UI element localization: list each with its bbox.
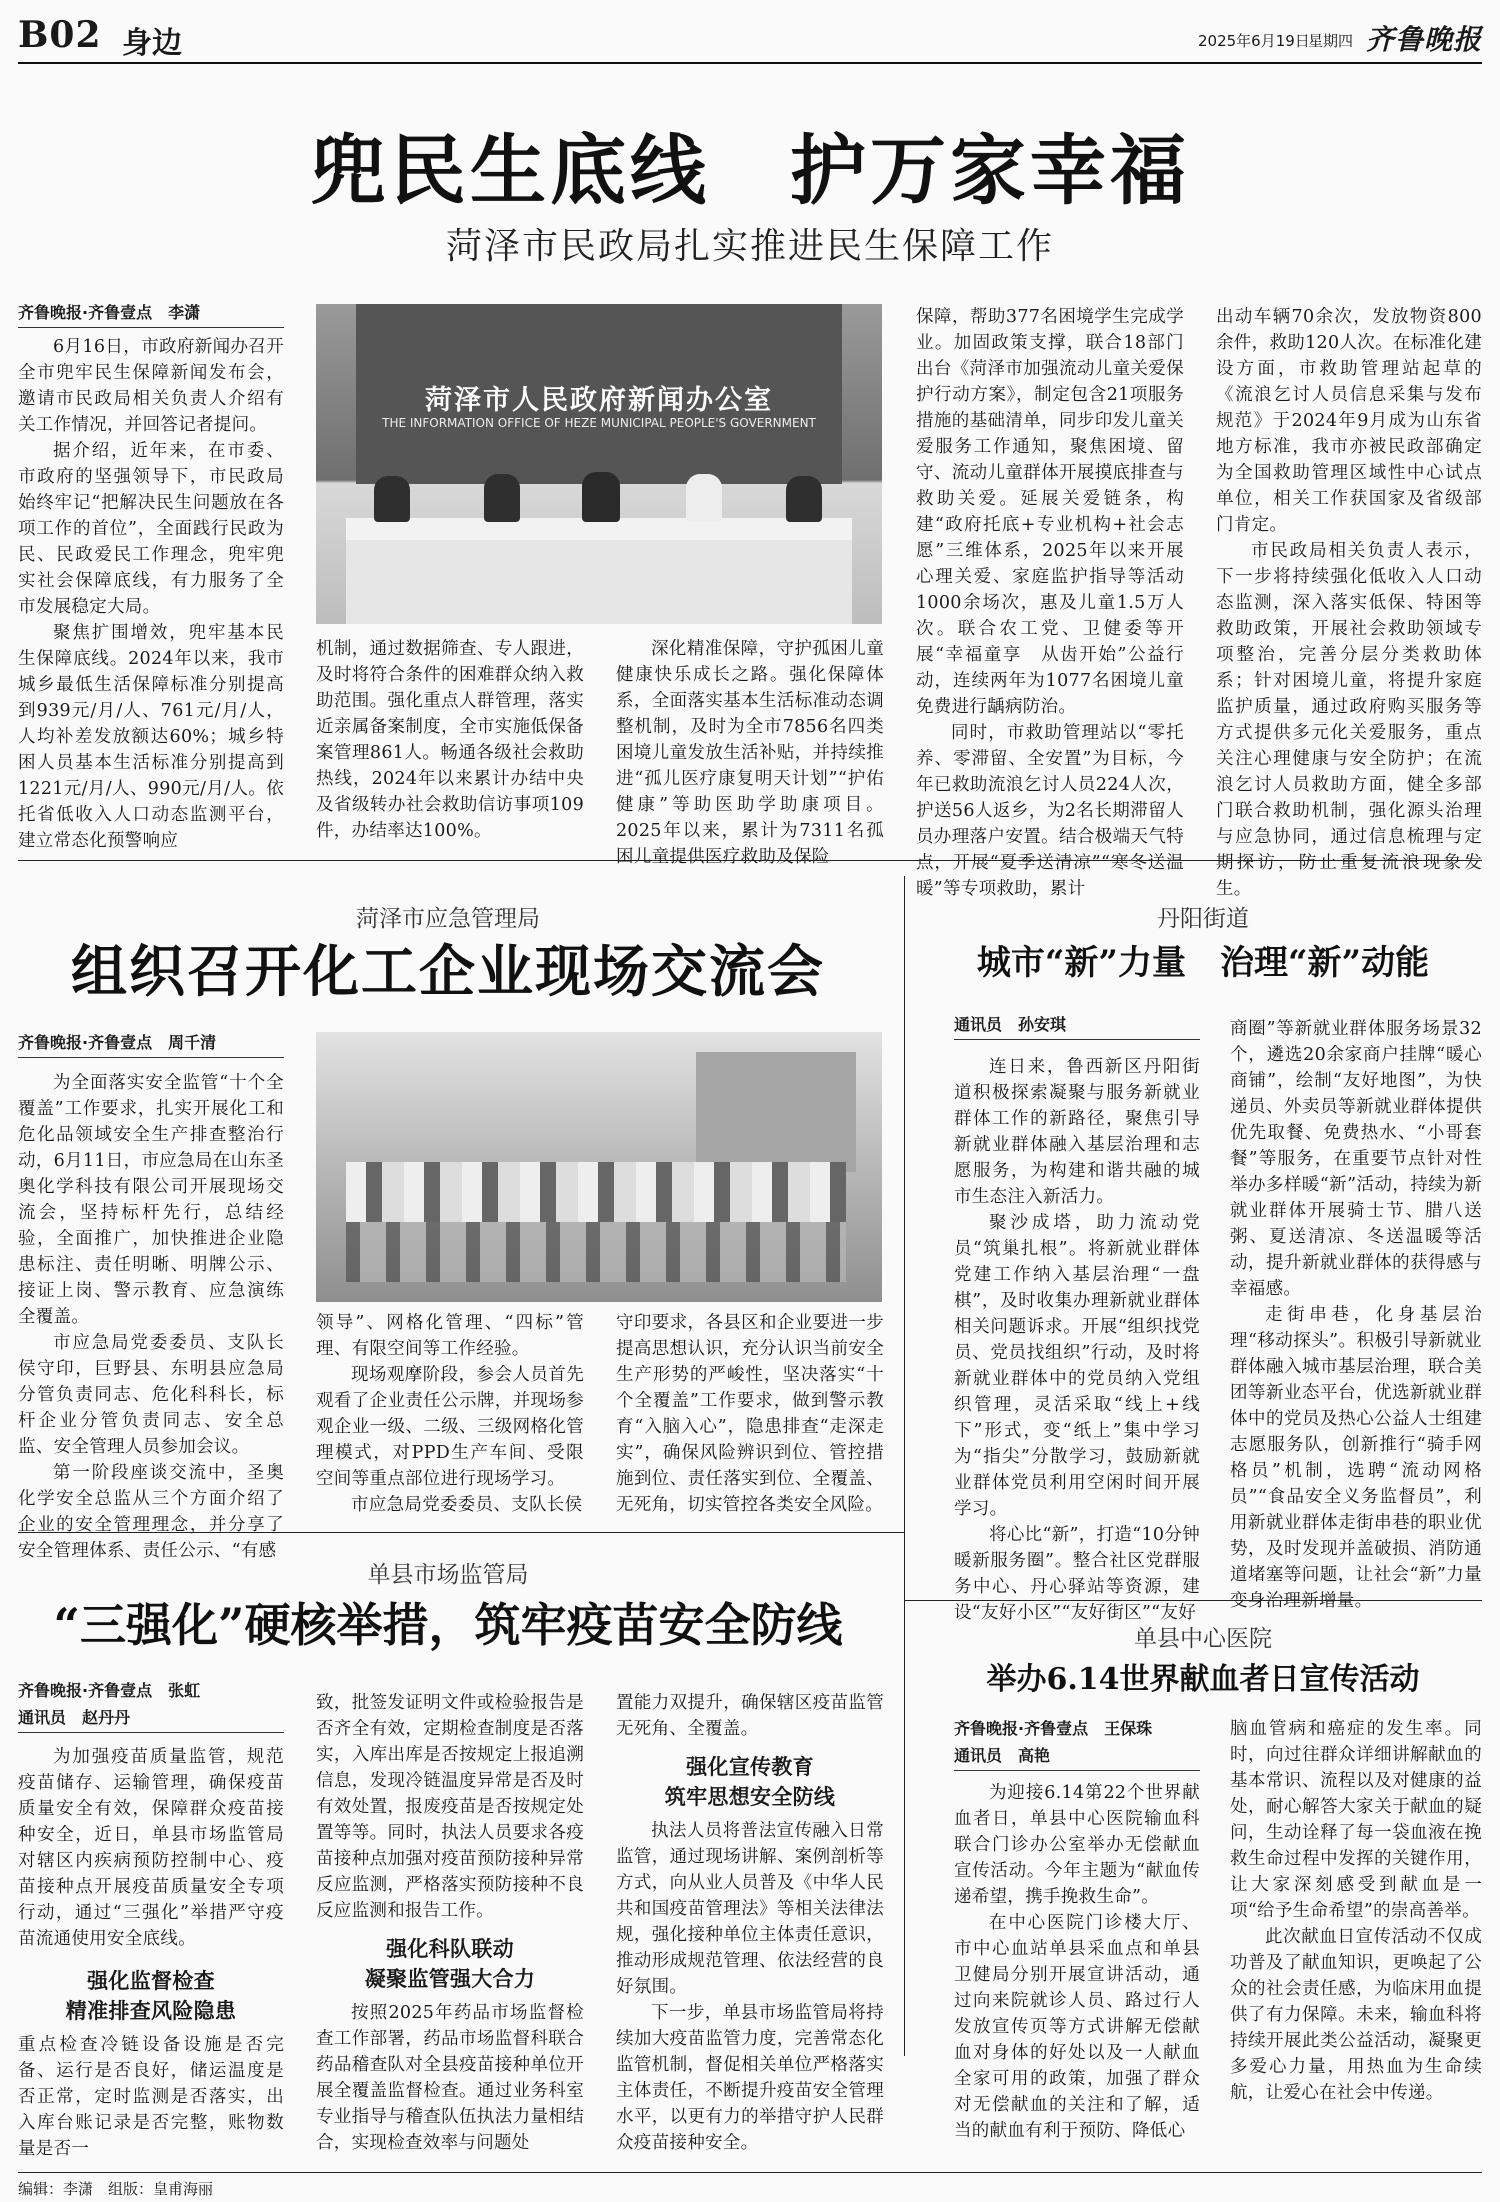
paragraph: 置能力双提升，确保辖区疫苗监管无死角、全覆盖。 xyxy=(616,1693,884,1739)
section-name: 身边 xyxy=(122,26,182,61)
vaccine-kicker: 单县市场监管局 xyxy=(367,1562,529,1588)
main-col-3 xyxy=(616,636,884,867)
vaccine-byline xyxy=(18,1678,284,1737)
paragraph: 领导”、网格化管理、“四标”管理、有限空间等工作经验。 xyxy=(316,1313,584,1359)
paper-logo: 齐鲁晚报 xyxy=(1366,23,1483,56)
byline-text: 通讯员 孙安琪 xyxy=(954,1012,1200,1040)
paragraph: 在中心医院门诊楼大厅、市中心血站单县采血点和单县卫健局分别开展宣讲活动，通过向来院就诊人员、路过行人发放宣传页等方式讲解无偿献血对身体的好处以及一人献血全家可用的政策，加强了群众对无偿献血的关注和了解，适当的献血有利于预防、降低心 xyxy=(954,1913,1200,2141)
paragraph: 深化精准保障，守护孤困儿童健康快乐成长之路。强化保障体系，全面落实基本生活标准动态调整机制，及时为全市7856名四类困境儿童发放生活补贴，并持续推进“孤儿医疗康复明天计划”“护佑健康”等助医助学助康项目。2025年以来，累计为7311名孤困儿童提供医疗救助及保险 xyxy=(616,639,884,867)
paragraph: 为全面落实安全监管“十个全覆盖”工作要求，扎实开展化工和危化品领域安全生产排查整治行动，6月11日，市应急局在山东圣奥化学科技有限公司开展现场交流会，坚持标杆先行，总结经验，全面推广，加快推进企业隐患标注、责任明晰、明牌公示、接证上岗、警示教育、应急演练全覆盖。 xyxy=(18,1073,284,1327)
footer-rule xyxy=(18,2172,1482,2173)
subheading: 精准排查风险隐患 xyxy=(65,1998,237,2023)
main-col-1 xyxy=(18,334,284,851)
issue-weekday: 星期四 xyxy=(1308,32,1354,50)
blood-col-1 xyxy=(954,1780,1200,2166)
header-rule xyxy=(18,62,1482,64)
chem-col-3: 守印要求，各县区和企业要进一步提高思想认识，充分认识当前安全生产形势的严峻性，坚决落实“十个全覆盖”工作要求，做到警示教育“入脑入心”，隐患排查“走深走实”，确保风险辨识到位、管控措施到位、责任落实到位、全覆盖、无死角，切实管控各类安全风险。 xyxy=(616,1313,884,1515)
subheading: 凝聚监管强大合力 xyxy=(364,1966,536,1991)
chem-col-2 xyxy=(316,1310,584,1515)
paragraph: 6月16日，市政府新闻办召开全市兜牢民生保障新闻发布会，邀请市民政局相关负责人介绍有关工作情况，并回答记者提问。 xyxy=(18,337,284,435)
byline-text: 齐鲁晚报·齐鲁壹点 张虹 xyxy=(18,1681,201,1700)
byline-text: 通讯员 高艳 xyxy=(954,1743,1200,1771)
main-headline: 兜民生底线 护万家幸福 xyxy=(310,126,1190,215)
vaccine-col-2 xyxy=(316,1690,584,2164)
subheading: 强化宣传教育 xyxy=(686,1754,814,1779)
paragraph: 保障，帮助377名困境学生完成学业。加固政策支撑，联合18部门出台《菏泽市加强流动儿童关爱保护行动方案》，制定包含21项服务措施的基础清单，同步印发儿童关爱服务工作通知，聚焦困境、留守、流动儿童群体开展摸底排查与救助关爱。延展关爱链条，构建“政府托底+专业机构+社会志愿”三维体系，2025年以来开展心理关爱、家庭监护指导等活动1000余场次，惠及儿童1.5万人次。联合农工党、卫健委等开展“幸福童享 从齿开始”公益行动，连续两年为1077名困境儿童免费进行龋病防治。 xyxy=(916,307,1184,717)
paragraph: 脑血管病和癌症的发生率。同时，向过往群众详细讲解献血的基本常识、流程以及对健康的益处，耐心解答大家关于献血的疑问，生动诠释了每一袋血液在挽救生命过程中发挥的关键作用，让大家深刻感受到献血是一项“给予生命希望”的崇高善举。 xyxy=(1230,1719,1482,1921)
danyang-kicker: 丹阳街道 xyxy=(1157,906,1249,932)
main-col-2: 机制，通过数据筛查、专人跟进，及时将符合条件的困难群众纳入救助范围。强化重点人群管理，落实近亲属备案制度，全市实施低保备案管理861人。畅通各级社会救助热线，2024年以来累计办结中央及省级转办社会救助信访事项109件，办结率达100%。 xyxy=(316,639,584,841)
section-rule xyxy=(904,1600,1482,1601)
subheading: 筑牢思想安全防线 xyxy=(664,1784,836,1809)
byline-text: 齐鲁晚报·齐鲁壹点 周千清 xyxy=(18,1030,284,1058)
blood-kicker: 单县中心医院 xyxy=(1134,1626,1272,1652)
site-visit-photo xyxy=(316,1032,882,1302)
subheading: 强化监督检查 xyxy=(87,1968,215,1993)
editor-credit: 编辑：李潇 组版：皇甫海丽 xyxy=(18,2180,214,2198)
issue-date: 2025年6月19日 xyxy=(1198,32,1310,50)
main-subheadline: 菏泽市民政局扎实推进民生保障工作 xyxy=(445,226,1054,267)
paragraph: 市应急局党委委员、支队长侯 xyxy=(351,1495,583,1515)
paragraph: 同时，市救助管理站以“零托养、零滞留、全安置”为目标，今年已救助流浪乞讨人员224人次，护送56人返乡，为2名长期滞留人员办理落户安置。结合极端天气特点，开展“夏季送清凉”“寒冬送温暖”等专项救助，累计 xyxy=(916,723,1184,899)
blood-headline: 举办6.14世界献血者日宣传活动 xyxy=(986,1662,1420,1697)
paragraph: 市应急局党委委员、支队长侯守印，巨野县、东明县应急局分管负责同志、危化科科长，标杆企业分管负责同志、安全总监、安全管理人员参加会议。 xyxy=(18,1333,284,1457)
danyang-col-2 xyxy=(1230,1016,1482,1611)
chem-col-1 xyxy=(18,1070,284,1561)
section-rule xyxy=(18,1532,904,1533)
paragraph: 此次献血日宣传活动不仅成功普及了献血知识，更唤起了公众的社会责任感，为临床用血提供了有力保障。未来，输血科将持续开展此类公益活动，凝聚更多爱心力量，用热血为生命续航，让爱心在社会中传递。 xyxy=(1230,1927,1482,2103)
danyang-headline: 城市“新”力量 治理“新”动能 xyxy=(976,943,1430,983)
vaccine-headline: “三强化”硬核举措，筑牢疫苗安全防线 xyxy=(53,1598,843,1652)
subheading: 强化科队联动 xyxy=(386,1936,514,1961)
vaccine-col-3 xyxy=(616,1690,884,2164)
main-byline xyxy=(18,300,284,332)
section-code: B02 xyxy=(18,14,102,56)
danyang-byline xyxy=(954,1012,1200,1044)
page-header xyxy=(18,14,1483,61)
paragraph: 将心比“新”，打造“10分钟暖新服务圈”。整合社区党群服务中心、丹心驿站等资源，建设“友好小区”“友好街区”“友好 xyxy=(954,1525,1200,1623)
paragraph: 为迎接6.14第22个世界献血者日，单县中心医院输血科联合门诊办公室举办无偿献血宣传活动。今年主题为“献血传递希望，携手挽救生命”。 xyxy=(954,1783,1200,1907)
main-col-4 xyxy=(916,304,1184,899)
vaccine-col-1 xyxy=(18,1744,284,2164)
paragraph: 为加强疫苗质量监管，规范疫苗储存、运输管理，确保疫苗质量安全有效，保障群众疫苗接种安全，近日，单县市场监管局对辖区内疾病预防控制中心、疫苗接种点开展疫苗质量安全专项行动，通过“三强化”举措严守疫苗流通使用安全底线。 xyxy=(18,1747,284,1949)
paragraph: 市民政局相关负责人表示，下一步将持续强化低收入人口动态监测，深入落实低保、特困等救助政策，开展社会救助领域专项整治，完善分层分类救助体系；针对困境儿童，将提升家庭监护质量，通过政府购买服务等方式提供多元化关爱服务，重点关注心理健康与安全防护；在流浪乞讨人员救助方面，健全多部门联合救助机制，强化源头治理与应急协同，通过信息梳理与定期探访，防止重复流浪现象发生。 xyxy=(1216,541,1482,899)
paragraph: 第一阶段座谈交流中，圣奥化学安全总监从三个方面介绍了企业的安全管理理念，并分享了安全管理体系、责任公示、“有感 xyxy=(18,1463,284,1561)
main-col-5 xyxy=(1216,304,1482,899)
paragraph: 聚焦扩围增效，兜牢基本民生保障底线。2024年以来，我市城乡最低生活保障标准分别提高到939元/月/人、761元/月/人，人均补差发放额达60%；城乡特困人员基本生活标准分别提高到1221元/月/人、990元/月/人。依托省低收入人口动态监测平台，建立常态化预警响应 xyxy=(18,623,284,851)
chem-headline: 组织召开化工企业现场交流会 xyxy=(71,939,825,1005)
chem-kicker: 菏泽市应急管理局 xyxy=(356,906,540,932)
paragraph: 走街串巷，化身基层治理“移动探头”。积极引导新就业群体融入城市基层治理，联合美团等新业态平台，优选新就业群体中的党员及热心公益人士组建志愿服务队，创新推行“骑手网格员”机制，选聘“流动网格员”“食品安全义务监督员”，利用新就业群体走街串巷的职业优势，及时发现并盖破损、消防通道堵塞等问题，让社会“新”力量变身治理新增量。 xyxy=(1230,1305,1482,1611)
backdrop-title: 菏泽市人民政府新闻办公室 xyxy=(425,385,773,416)
byline-text: 齐鲁晚报·齐鲁壹点 王保珠 xyxy=(954,1719,1153,1738)
paragraph: 聚沙成塔，助力流动党员“筑巢扎根”。将新就业群体党建工作纳入基层治理“一盘棋”，及时收集办理新就业群体相关问题诉求。开展“组织找党员、党员找组织”行动，及时将新就业群体中的党员纳入党组织管理，灵活采取“线上+线下”形式，变“纸上”集中学习为“指尖”分散学习，鼓励新就业群体党员利用空闲时间开展学习。 xyxy=(954,1213,1200,1519)
section-rule xyxy=(18,860,1482,861)
column-rule xyxy=(904,876,905,2056)
paragraph: 连日来，鲁西新区丹阳街道积极探索凝聚与服务新就业群体工作的新路径，聚焦引导新就业群体融入基层治理和志愿服务，为构建和谐共融的城市生态注入新活力。 xyxy=(954,1057,1200,1207)
paragraph: 商圈”等新就业群体服务场景32个，遴选20余家商户挂牌“暖心商铺”，绘制“友好地图”，为快递员、外卖员等新就业群体提供优先取餐、免费热水、“小哥套餐”等服务，在重要节点针对性举办多样暖“新”活动，持续为新就业群体开展骑士节、腊八送粥、夏送清凉、冬送温暖等活动，提升新就业群体的获得感与幸福感。 xyxy=(1230,1019,1482,1299)
paragraph: 重点检查冷链设备设施是否完备、运行是否良好，储运温度是否正常，定时监测是否落实，出入库台账记录是否完整，账物数量是否一 xyxy=(18,2035,284,2159)
paragraph: 执法人员将普法宣传融入日常监管，通过现场讲解、案例剖析等方式，向从业人员普及《中华人民共和国疫苗管理法》等相关法律法规，强化接种单位主体责任意识，推动形成规范管理、依法经营的良好氛围。 xyxy=(616,1821,884,1997)
blood-byline xyxy=(954,1716,1200,1775)
danyang-col-1 xyxy=(954,1054,1200,1623)
paragraph: 现场观摩阶段，参会人员首先观看了企业责任公示牌，并现场参观企业一级、二级、三级网格化管理模式，对PPD生产车间、受限空间等重点部位进行现场学习。 xyxy=(316,1365,584,1489)
chem-byline xyxy=(18,1030,284,1062)
paragraph: 致，批签发证明文件或检验报告是否齐全有效，定期检查制度是否落实，入库出库是否按规定上报追溯信息，发现冷链温度异常是否及时有效处置，报废疫苗是否按规定处置等等。同时，执法人员要求各疫苗接种点加强对疫苗预防接种异常反应监测，严格落实预防接种不良反应监测和报告工作。 xyxy=(316,1693,584,1921)
byline-text: 通讯员 赵丹丹 xyxy=(18,1705,284,1733)
backdrop-subtitle: THE INFORMATION OFFICE OF HEZE MUNICIPAL PEOPLE'S GOVERNMENT xyxy=(382,416,816,430)
paragraph: 出动车辆70余次，发放物资800余件，救助120人次。在标准化建设方面，市救助管理站起草的《流浪乞讨人员信息采集与发布规范》于2024年9月成为山东省地方标准，我市亦被民政部确定为全国救助管理区域性中心试点单位，相关工作获国家及省级部门肯定。 xyxy=(1216,307,1482,535)
byline-text: 齐鲁晚报·齐鲁壹点 李潇 xyxy=(18,300,284,328)
blood-col-2 xyxy=(1230,1716,1482,2166)
paragraph: 按照2025年药品市场监督检查工作部署，药品市场监督科联合药品稽查队对全县疫苗接种单位开展全覆盖监督检查。通过业务科室专业指导与稽查队伍执法力量相结合，实现检查效率与问题处 xyxy=(316,2003,584,2153)
press-conference-photo xyxy=(316,304,882,624)
paragraph: 下一步，单县市场监管局将持续加大疫苗监管力度，完善常态化监管机制，督促相关单位严格落实主体责任，不断提升疫苗安全管理水平，以更有力的举措守护人民群众疫苗接种安全。 xyxy=(616,2003,884,2153)
paragraph: 据介绍，近年来，在市委、市政府的坚强领导下，市民政局始终牢记“把解决民生问题放在各项工作的首位”，全面践行民政为民、民政爱民工作理念，兜牢兜实社会保障底线，有力服务了全市发展稳定大局。 xyxy=(18,441,284,617)
